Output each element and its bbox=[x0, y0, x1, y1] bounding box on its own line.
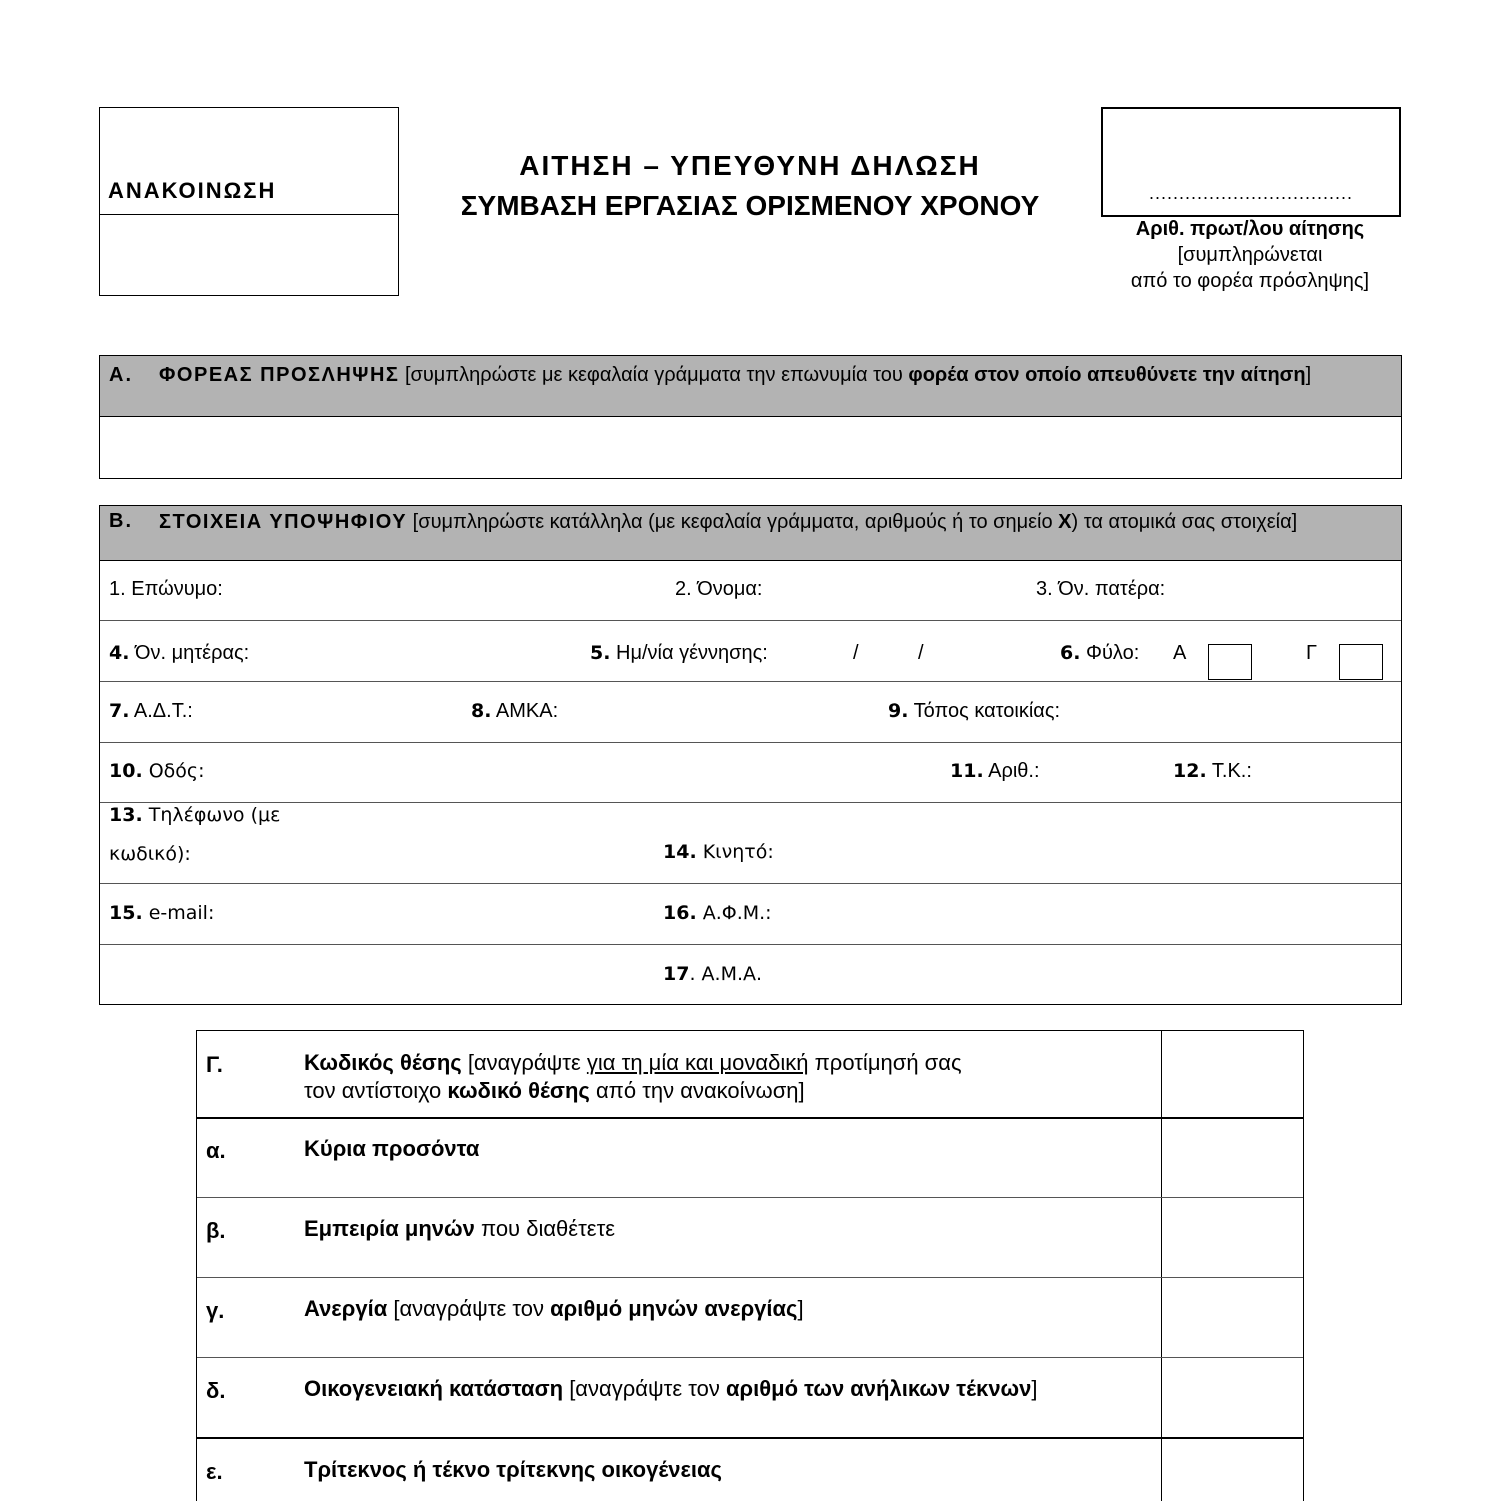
experience-field[interactable] bbox=[1162, 1198, 1303, 1277]
announcement-box bbox=[99, 107, 399, 296]
row-divider bbox=[100, 620, 1401, 621]
row-divider bbox=[197, 1437, 1303, 1439]
section-b-text bbox=[159, 510, 1387, 535]
employer-name-field[interactable] bbox=[100, 417, 1401, 477]
field-label: . Α.Μ.Α. bbox=[689, 963, 763, 985]
section-a-instr: [συμπληρώστε με κεφαλαία γράμματα την επωνυμία του bbox=[399, 364, 909, 386]
qualifications-field[interactable] bbox=[1162, 1119, 1303, 1197]
field-number: 9. bbox=[888, 700, 909, 722]
section-g-line2-bold: κωδικό θέσης bbox=[447, 1078, 590, 1103]
first-name-label: 2. Όνομα: bbox=[675, 578, 763, 600]
sex-label bbox=[1060, 642, 1139, 665]
field-label: Φύλο: bbox=[1080, 642, 1140, 664]
field-label: Α.Δ.Τ.: bbox=[129, 700, 193, 722]
section-g-title: Κωδικός θέσης bbox=[304, 1050, 462, 1075]
field-label: Αριθ.: bbox=[983, 760, 1040, 782]
field-number: 11. bbox=[950, 760, 984, 782]
section-g-title-line1 bbox=[304, 1049, 962, 1077]
section-g-letter: Γ. bbox=[206, 1052, 223, 1077]
row-title: Εμπειρία μηνών bbox=[304, 1216, 475, 1241]
surname-label: 1. Επώνυμο: bbox=[109, 578, 223, 600]
email-label bbox=[109, 902, 214, 925]
amka-label bbox=[471, 700, 558, 723]
field-label: e-mail: bbox=[142, 902, 215, 924]
field-label: Α.Φ.Μ.: bbox=[696, 902, 772, 924]
mother-name-label bbox=[109, 642, 249, 665]
field-label: Τ.Κ.: bbox=[1206, 760, 1252, 782]
row-divider bbox=[100, 802, 1401, 803]
section-a-title: ΦΟΡΕΑΣ ΠΡΟΣΛΗΨΗΣ bbox=[159, 364, 400, 386]
field-number: 8. bbox=[471, 700, 492, 722]
row-text-bold: αριθμό των ανήλικων τέκνων bbox=[726, 1376, 1032, 1401]
row-divider bbox=[100, 883, 1401, 884]
row-divider bbox=[100, 944, 1401, 945]
qualifications-label bbox=[304, 1135, 479, 1163]
date-separator: / bbox=[853, 642, 859, 664]
section-a-instr-bold: φορέα στον οποίο απευθύνετε την αίτηση bbox=[908, 364, 1306, 386]
field-label: Οδός: bbox=[142, 760, 205, 782]
section-a bbox=[99, 355, 1402, 479]
field-label: κωδικό): bbox=[109, 843, 191, 865]
field-label: Τόπος κατοικίας: bbox=[908, 700, 1061, 722]
large-family-field[interactable] bbox=[1162, 1439, 1303, 1501]
section-g-instr-underline: για τη μία και μοναδική bbox=[586, 1050, 809, 1075]
mobile-label bbox=[663, 841, 774, 864]
sex-option-a-label: Α bbox=[1173, 642, 1187, 664]
title-line-2: ΣΥΜΒΑΣΗ ΕΡΓΑΣΙΑΣ ΟΡΙΣΜΕΝΟΥ ΧΡΟΝΟΥ bbox=[460, 190, 1040, 221]
field-number: 17 bbox=[663, 963, 690, 985]
row-title: Τρίτεκνος ή τέκνο τρίτεκνης οικογένειας bbox=[304, 1457, 722, 1482]
field-label: ΑΜΚΑ: bbox=[491, 700, 559, 722]
field-number: 7. bbox=[109, 700, 130, 722]
large-family-label bbox=[304, 1456, 722, 1484]
street-number-label bbox=[950, 760, 1040, 783]
row-text: [αναγράψτε τον bbox=[563, 1376, 726, 1401]
family-status-label bbox=[304, 1375, 1038, 1403]
protocol-note-1: [συμπληρώνεται bbox=[1177, 244, 1323, 266]
father-name-label: 3. Όν. πατέρα: bbox=[1036, 578, 1166, 600]
row-divider bbox=[197, 1357, 1303, 1358]
field-number: 13. bbox=[109, 804, 143, 826]
protocol-label-title: Αριθ. πρωτ/λου αίτησης bbox=[1135, 218, 1365, 240]
row-text-bold: αριθμό μηνών ανεργίας bbox=[550, 1296, 798, 1321]
family-status-field[interactable] bbox=[1162, 1358, 1303, 1437]
row-divider bbox=[197, 1197, 1303, 1198]
section-b-header bbox=[100, 506, 1401, 561]
row-text-end: ] bbox=[1031, 1376, 1038, 1401]
field-number: 14. bbox=[663, 841, 697, 863]
section-g-line2-a: τον αντίστοιχο bbox=[304, 1078, 448, 1103]
field-number: 6. bbox=[1060, 642, 1081, 664]
protocol-label bbox=[1100, 216, 1400, 294]
announcement-label: ΑΝΑΚΟΙΝΩΣΗ bbox=[108, 178, 277, 203]
protocol-note-2: από το φορέα πρόσληψης] bbox=[1130, 270, 1370, 292]
section-b-instr-end: ) τα ατομικά σας στοιχεία] bbox=[1071, 511, 1298, 533]
section-b-title: ΣΤΟΙΧΕΙΑ ΥΠΟΨΗΦΙΟΥ bbox=[159, 511, 408, 533]
row-title: Ανεργία bbox=[304, 1296, 388, 1321]
row-divider bbox=[100, 742, 1401, 743]
ama-label bbox=[663, 963, 762, 986]
section-g-line2-b: από την ανακοίνωση] bbox=[589, 1078, 805, 1103]
phone-label-line2 bbox=[109, 843, 191, 866]
field-number: 10. bbox=[109, 760, 143, 782]
row-divider bbox=[197, 1117, 1303, 1119]
field-number: 4. bbox=[109, 642, 130, 664]
section-b-instr-bold: Χ bbox=[1058, 511, 1072, 533]
field-number: 12. bbox=[1173, 760, 1207, 782]
position-code-field[interactable] bbox=[1162, 1031, 1303, 1117]
row-title: Κύρια προσόντα bbox=[304, 1136, 480, 1161]
section-g-table bbox=[196, 1030, 1304, 1501]
row-letter: β. bbox=[206, 1218, 226, 1243]
field-label: Κινητό: bbox=[696, 841, 774, 863]
residence-label bbox=[888, 700, 1060, 723]
field-number: 16. bbox=[663, 902, 697, 924]
phone-label bbox=[109, 804, 280, 827]
section-b bbox=[99, 505, 1402, 1005]
section-a-text bbox=[159, 363, 1387, 388]
row-letter: δ. bbox=[206, 1378, 226, 1403]
protocol-number-box[interactable] bbox=[1101, 107, 1401, 217]
protocol-dots: .................................. bbox=[1148, 183, 1354, 203]
section-g-instr-end: προτίμησή σας bbox=[808, 1050, 962, 1075]
row-text-end: ] bbox=[797, 1296, 804, 1321]
section-a-letter: Α. bbox=[109, 364, 133, 386]
field-number: 5. bbox=[590, 642, 611, 664]
row-letter: ε. bbox=[206, 1459, 223, 1484]
sex-g-checkbox[interactable] bbox=[1339, 644, 1383, 680]
experience-label bbox=[304, 1215, 615, 1243]
section-b-instr: [συμπληρώστε κατάλληλα (με κεφαλαία γράμματα, αριθμούς ή το σημείο bbox=[407, 511, 1059, 533]
tax-id-label bbox=[663, 902, 772, 925]
row-letter: α. bbox=[206, 1138, 226, 1163]
announcement-label-cell bbox=[100, 108, 398, 215]
birth-date-label bbox=[590, 642, 768, 665]
section-a-instr-end: ] bbox=[1305, 364, 1312, 386]
row-text: [αναγράψτε τον bbox=[387, 1296, 551, 1321]
row-title: Οικογενειακή κατάσταση bbox=[304, 1376, 564, 1401]
row-divider bbox=[197, 1277, 1303, 1278]
street-label bbox=[109, 760, 204, 783]
postal-code-label bbox=[1173, 760, 1252, 783]
field-label: Όν. μητέρας: bbox=[129, 642, 250, 664]
section-g-title-line2 bbox=[304, 1077, 805, 1105]
row-divider bbox=[100, 681, 1401, 682]
section-g-instr: [αναγράψτε bbox=[461, 1050, 587, 1075]
unemployment-label bbox=[304, 1295, 804, 1323]
sex-a-checkbox[interactable] bbox=[1208, 644, 1252, 680]
row-letter: γ. bbox=[206, 1298, 225, 1323]
date-separator: / bbox=[918, 642, 924, 664]
title-line-1: ΑΙΤΗΣΗ – ΥΠΕΥΘΥΝΗ ΔΗΛΩΣΗ bbox=[519, 150, 981, 181]
form-title bbox=[420, 146, 1080, 226]
section-b-letter: Β. bbox=[109, 510, 133, 532]
row-text: που διαθέτετε bbox=[474, 1216, 616, 1241]
field-label: Τηλέφωνο (με bbox=[142, 804, 281, 826]
field-label: Ημ/νία γέννησης: bbox=[610, 642, 768, 664]
field-number: 15. bbox=[109, 902, 143, 924]
sex-option-g-label: Γ bbox=[1306, 642, 1318, 664]
section-a-header bbox=[100, 356, 1401, 417]
id-card-label bbox=[109, 700, 193, 723]
unemployment-field[interactable] bbox=[1162, 1278, 1303, 1357]
